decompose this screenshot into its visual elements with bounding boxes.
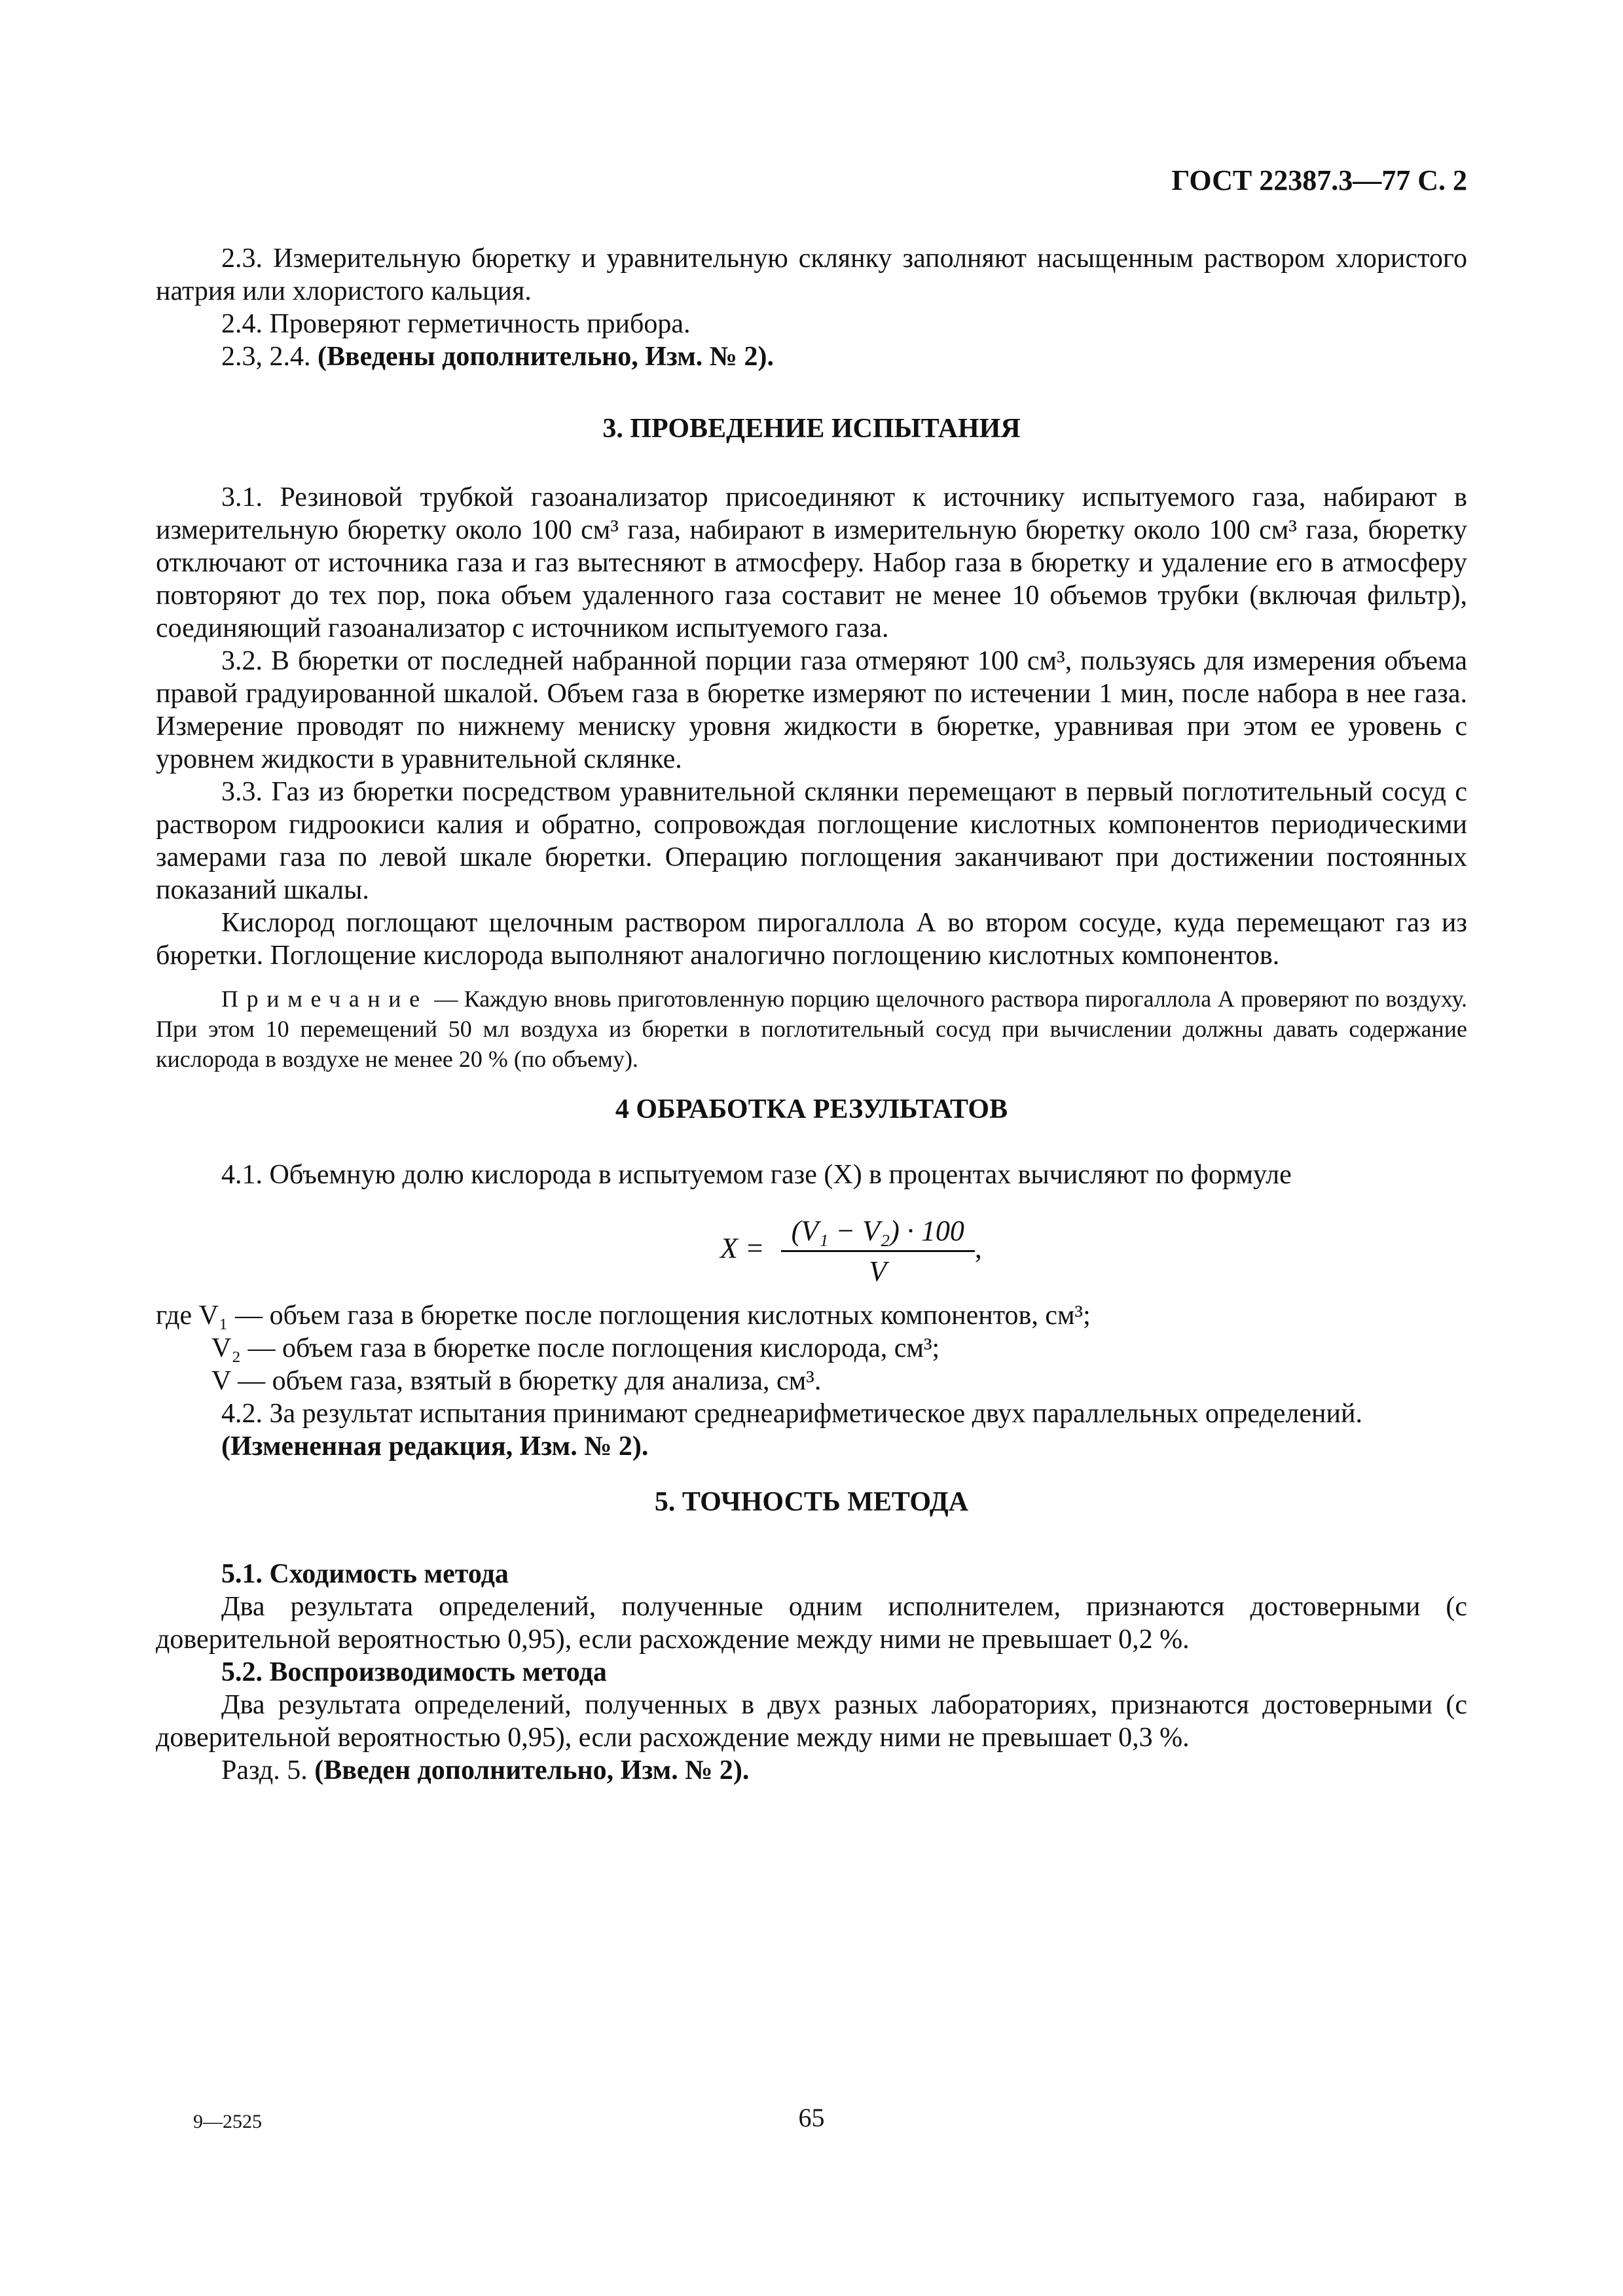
amendment-text: (Введены дополнительно, Изм. № 2). bbox=[318, 342, 774, 372]
formula bbox=[720, 1214, 1178, 1288]
amendment-note-2 bbox=[156, 340, 1467, 373]
paragraph-3-3: 3.3. Газ из бюретки посредством уравнительной склянки перемещают в первый поглотительный сосуд с раствором гидроокиси калия и обратно, сопровождая поглощение кислотных компонентов периодическими замерами газа по левой шкале бюретки. Операцию поглощения заканчивают при достижении постоянных показаний шкалы. bbox=[156, 777, 1467, 905]
formula-denominator: V bbox=[869, 1255, 887, 1287]
subheading-5-1 bbox=[156, 1558, 1467, 1590]
section-2-block bbox=[156, 242, 1467, 373]
formula-comma: , bbox=[974, 1232, 982, 1265]
paragraph-3-4: Кислород поглощают щелочным раствором пирогаллола А во втором сосуде, куда перемещают газ из бюретки. Поглощение кислорода выполняют аналогично поглощению кислотных компонентов. bbox=[156, 908, 1467, 971]
formula-definitions bbox=[156, 1299, 1467, 1397]
formula-lhs: X = bbox=[720, 1232, 765, 1265]
paragraph-4-1: 4.1. Объемную долю кислорода в испытуемом газе (X) в процентах вычисляют по формуле bbox=[221, 1160, 1292, 1190]
definition-v: V — объем газа, взятый в бюретку для анализа, см³. bbox=[211, 1366, 822, 1396]
page-number: 65 bbox=[798, 2103, 825, 2132]
paragraph-5-2: Два результата определений, полученных в двух разных лабораториях, признаются достоверными (с доверительной вероятностью 0,95), если расхождение между ними не превышает 0,3 %. bbox=[156, 1690, 1467, 1753]
note-text: — Каждую вновь приготовленную порцию щелочного раствора пирогаллола А проверяют по воздуху. При этом 10 перемещений 50 мл воздуха из бюретки в поглотительный сосуд при вычислении должны давать содержание кислорода в воздухе не менее 20 % (по объему). bbox=[156, 986, 1467, 1072]
paragraph-3-2: 3.2. В бюретки от последней набранной порции газа отмеряют 100 см³, пользуясь для измерения объема правой градуированной шкалой. Объем газа в бюретке измеряют по истечении 1 мин, после набора в нее газа. Измерение проводят по нижнему мениску уровня жидкости в бюретке, уравнивая при этом ее уровень с уровнем жидкости в уравнительной склянке. bbox=[156, 646, 1467, 774]
page-header: ГОСТ 22387.3—77 С. 2 bbox=[1171, 164, 1467, 196]
section-4-block bbox=[156, 1093, 1467, 1191]
amendment-prefix: Разд. 5. bbox=[221, 1755, 308, 1785]
paragraph-4-2: 4.2. За результат испытания принимают среднеарифметическое двух параллельных определений. bbox=[221, 1399, 1362, 1429]
note-label: Примечание bbox=[221, 986, 428, 1012]
subheading-5-2 bbox=[156, 1656, 1467, 1689]
paragraph-2-3: 2.3. Измерительную бюретку и уравнительную склянку заполняют насыщенным раствором хлористого натрия или хлористого кальция. bbox=[156, 243, 1467, 306]
section-3-title: 3. ПРОВЕДЕНИЕ ИСПЫТАНИЯ bbox=[602, 414, 1021, 444]
amendment-text: (Измененная редакция, Изм. № 2). bbox=[221, 1431, 649, 1462]
section-4-title: 4 ОБРАБОТКА РЕЗУЛЬТАТОВ bbox=[615, 1094, 1008, 1124]
formula-fraction bbox=[781, 1214, 975, 1288]
amendment-note-4 bbox=[156, 1430, 1467, 1463]
subheading-5-2-text: 5.2. Воспроизводимость метода bbox=[221, 1657, 607, 1687]
paragraph-2-4: 2.4. Проверяют герметичность прибора. bbox=[221, 309, 691, 339]
section-5-title: 5. ТОЧНОСТЬ МЕТОДА bbox=[654, 1487, 969, 1517]
subheading-5-1-text: 5.1. Сходимость метода bbox=[221, 1559, 509, 1589]
paragraph-5-1: Два результата определений, полученные одним исполнителем, признаются достоверными (с доверительной вероятностью 0,95), если расхождение между ними не превышает 0,2 %. bbox=[156, 1592, 1467, 1655]
amendment-note-5 bbox=[156, 1754, 1467, 1787]
section-5-block bbox=[156, 1486, 1467, 1787]
paragraph-3-1: 3.1. Резиновой трубкой газоанализатор присоединяют к источнику испытуемого газа, набирают в измерительную бюретку около 100 см³ газа, набирают в измерительную бюретку около 100 см³ газа, бюретку отключают от источника газа и газ вытесняют в атмосферу. Набор газа в бюретку и удаление его в атмосферу повторяют до тех пор, пока объем удаленного газа составит не менее 10 объемов трубки (включая фильтр), соединяющий газоанализатор с источником испытуемого газа. bbox=[156, 482, 1467, 643]
section-3-block bbox=[156, 412, 1467, 1074]
footer-code: 9—2525 bbox=[193, 2111, 262, 2132]
definition-v2: V₂ — объем газа в бюретке после поглощения кислорода, см³; bbox=[211, 1333, 940, 1363]
note-block bbox=[156, 984, 1467, 1074]
definition-v1: где V₁ — объем газа в бюретке после поглощения кислотных компонентов, см³; bbox=[156, 1300, 1091, 1331]
amendment-text: (Введен дополнительно, Изм. № 2). bbox=[314, 1755, 750, 1785]
section-4-tail bbox=[156, 1397, 1467, 1463]
amendment-prefix: 2.3, 2.4. bbox=[221, 342, 311, 372]
formula-numerator: (V₁ − V₂) · 100 bbox=[781, 1214, 975, 1252]
